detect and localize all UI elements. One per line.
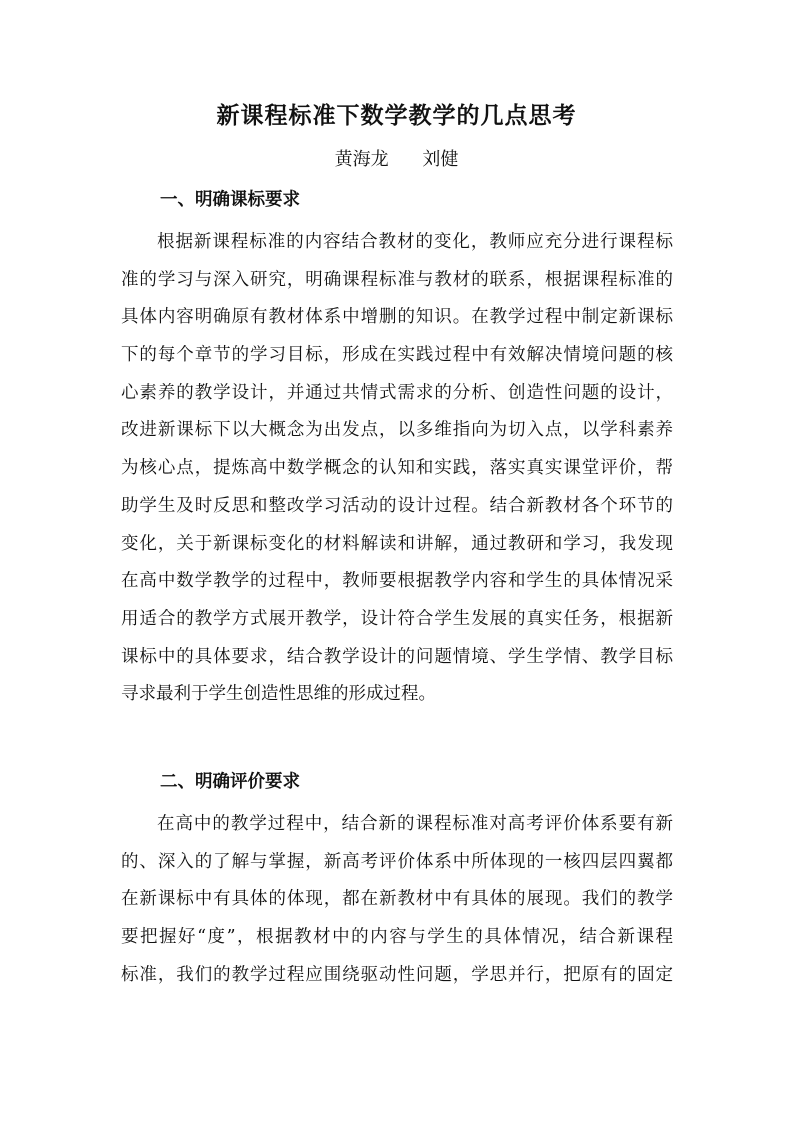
paragraph-line: 在高中的教学过程中，结合新的课程标准对高考评价体系要有新 [157, 814, 673, 834]
paragraph-line: 标准，我们的教学过程应围绕驱动性问题，学思并行，把原有的固定 [121, 964, 673, 985]
paragraph-line: 在新课标中有具体的体现，都在新教材中有具体的展现。我们的教学 [121, 889, 673, 910]
paragraph-line: 心素养的教学设计，并通过共情式需求的分析、创造性问题的设计， [121, 382, 673, 403]
paragraph-line: 根据新课程标准的内容结合教材的变化，教师应充分进行课程标 [157, 232, 673, 252]
author-name: 黄海龙 [334, 149, 389, 170]
author-line [0, 144, 793, 176]
paragraph-line: 的、深入的了解与掌握，新高考评价体系中所体现的一核四层四翼都 [121, 851, 673, 872]
section-heading: 一、明确课标要求 [160, 190, 300, 210]
paragraph-line: 在高中数学教学的过程中，教师要根据教学内容和学生的具体情况采 [121, 571, 673, 592]
paragraph-line: 具体内容明确原有教材体系中增删的知识。在教学过程中制定新课标 [121, 307, 673, 328]
paragraph-line: 变化，关于新课标变化的材料解读和讲解，通过教研和学习，我发现 [121, 533, 673, 554]
paragraph-line: 寻求最利于学生创造性思维的形成过程。 [121, 684, 436, 705]
section-paragraph [121, 224, 673, 714]
paragraph-line: 为核心点，提炼高中数学概念的认知和实践，落实真实课堂评价，帮 [121, 458, 673, 479]
paragraph-line: 助学生及时反思和整改学习活动的设计过程。结合新教材各个环节的 [121, 495, 673, 516]
paragraph-line: 课标中的具体要求，结合教学设计的问题情境、学生学情、教学目标 [121, 646, 673, 667]
paragraph-line: 下的每个章节的学习目标，形成在实践过程中有效解决情境问题的核 [121, 345, 673, 366]
paragraph-line: 准的学习与深入研究，明确课程标准与教材的联系，根据课程标准的 [121, 269, 673, 290]
section-heading: 二、明确评价要求 [160, 772, 300, 792]
author-name: 刘健 [422, 149, 459, 170]
paragraph-line: 要把握好“度”，根据教材中的内容与学生的具体情况，结合新课程 [121, 927, 673, 948]
paragraph-line: 用适合的教学方式展开教学，设计符合学生发展的真实任务，根据新 [121, 608, 673, 629]
paragraph-line: 改进新课标下以大概念为出发点，以多维指向为切入点，以学科素养 [121, 420, 673, 441]
document-title: 新课程标准下数学教学的几点思考 [216, 102, 577, 129]
section-paragraph [121, 806, 673, 994]
